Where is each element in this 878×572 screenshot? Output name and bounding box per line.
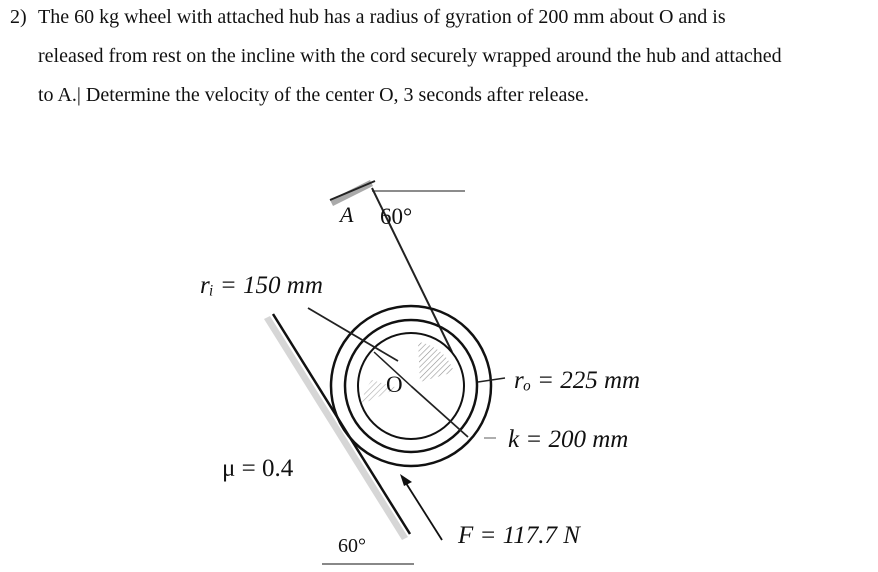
- incline-surface: [264, 314, 410, 540]
- force-label: F = 117.7 N: [458, 522, 580, 549]
- problem-number: 2): [10, 6, 27, 28]
- problem-line-3: to A.| Determine the velocity of the center O, 3 seconds after release.: [38, 84, 590, 106]
- friction-label: μ = 0.4: [222, 455, 294, 482]
- ro-leader: [411, 386, 468, 437]
- incline-angle-label: 60°: [338, 535, 366, 557]
- problem-line-1: The 60 kg wheel with attached hub has a radius of gyration of 200 mm about O and is: [38, 6, 726, 28]
- point-o-label: O: [386, 372, 403, 397]
- cord-angle-label: 60°: [380, 204, 413, 229]
- point-a-label: A: [340, 202, 354, 227]
- outer-radius-label: rₒ = 225 mm: [514, 367, 641, 394]
- problem-line-2: released from rest on the incline with the cord securely wrapped around the hub and attached: [38, 45, 782, 67]
- inner-radius-label: rᵢ = 150 mm: [200, 272, 323, 299]
- gyration-label: k = 200 mm: [508, 426, 629, 453]
